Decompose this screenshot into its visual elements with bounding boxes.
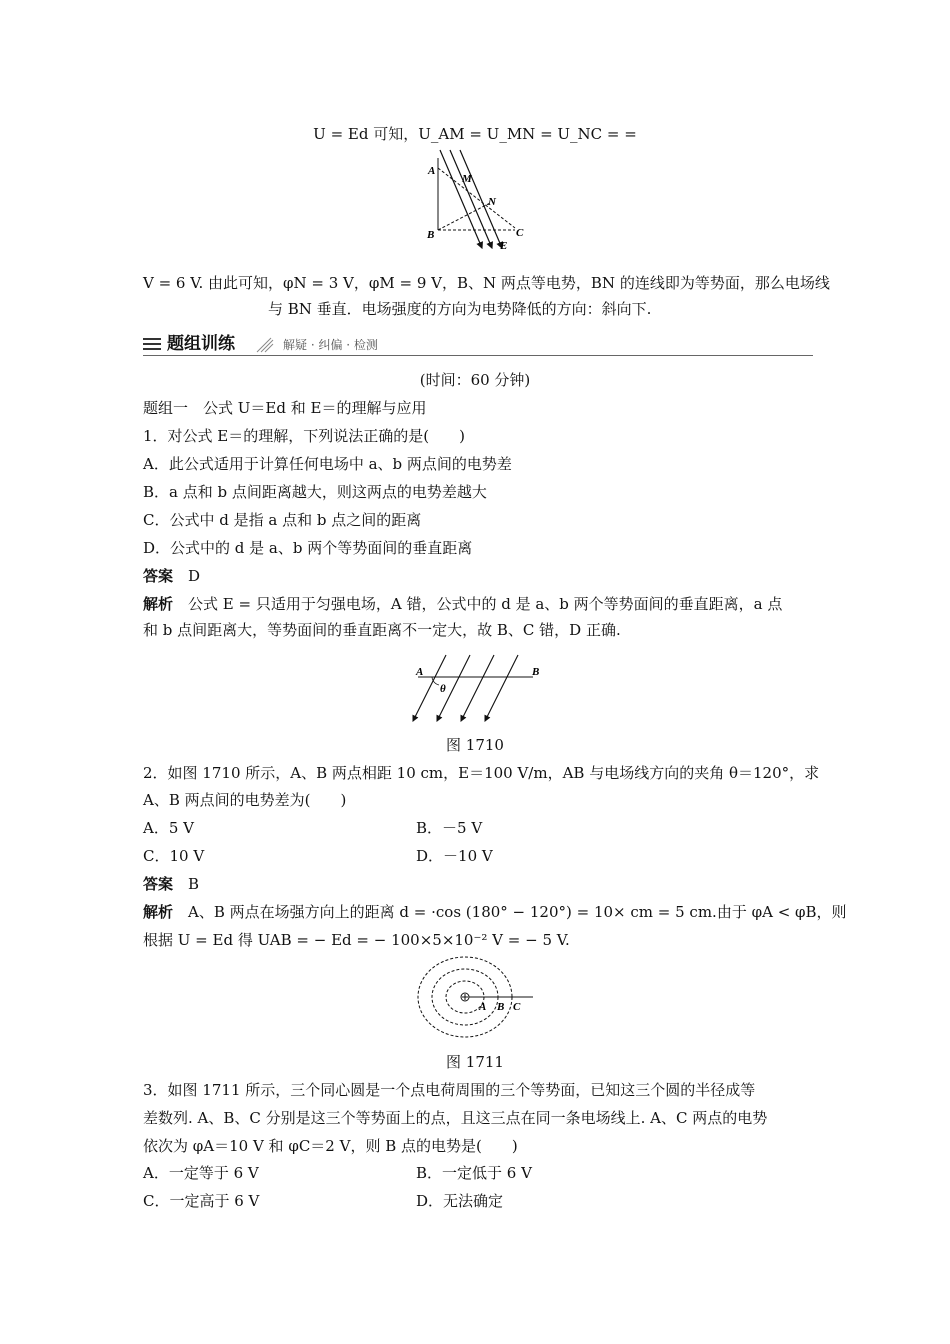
label-theta-1710: θ [440, 683, 446, 695]
q2-analysis-label: 解析 [143, 903, 174, 921]
q2-analysis-line-1 [143, 902, 847, 922]
q1-analysis-text-1: 公式 E = 只适用于匀强电场，A 错，公式中的 d 是 a、b 两个等势面间的垂直距离，a 点 [188, 595, 783, 613]
label-b-1710: B [532, 666, 540, 678]
q1-analysis-line-2: 和 b 点间距离大，等势面间的垂直距离不一定大，故 B、C 错，D 正确. [143, 621, 621, 639]
result-line-2: 与 BN 垂直．电场强度的方向为电势降低的方向：斜向下. [268, 300, 652, 318]
q2-stem-2: A、B 两点间的电势差为( ) [143, 791, 347, 809]
q2-analysis-line-2: 根据 U = Ed 得 UAB = − Ed = − 100×5×10⁻² V = − 5 V. [143, 931, 570, 949]
q3-option-c: C．一定高于 6 V [143, 1192, 260, 1210]
section-stripes-icon [143, 335, 163, 353]
q1-option-b: B．a 点和 b 点间距离越大，则这两点的电势差越大 [143, 483, 487, 501]
figure-field-lines-top [420, 148, 530, 253]
section-subtitle: 解疑 · 纠偏 · 检测 [283, 338, 378, 352]
q3-option-b: B．一定低于 6 V [416, 1164, 532, 1182]
q2-analysis-text-1: A、B 两点在场强方向上的距离 d = ·cos (180° − 120°) = 10× cm = 5 cm.由于 φA < φB，则 [188, 903, 847, 921]
q2-option-b: B．－5 V [416, 819, 483, 837]
label-e-top: E [500, 240, 508, 252]
q1-stem: 1．对公式 E＝的理解，下列说法正确的是( ) [143, 427, 465, 445]
q2-option-c: C．10 V [143, 847, 205, 865]
q2-stem-1: 2．如图 1710 所示，A、B 两点相距 10 cm，E＝100 V/m，AB 与电场线方向的夹角 θ＝120°，求 [143, 764, 820, 782]
label-n-top: N [488, 196, 496, 208]
q1-analysis-label: 解析 [143, 595, 174, 613]
label-a-1711: A [479, 1001, 487, 1013]
q2-option-a: A．5 V [143, 819, 194, 837]
q3-stem-3: 依次为 φA＝10 V 和 φC＝2 V，则 B 点的电势是( ) [143, 1137, 518, 1155]
q1-option-d: D．公式中的 d 是 a、b 两个等势面间的垂直距离 [143, 539, 473, 557]
figure-1710-caption: 图 1710 [446, 736, 504, 754]
section-title: 题组训练 [167, 334, 235, 354]
result-line-1: V = 6 V. 由此可知，φN = 3 V，φM = 9 V，B、N 两点等电势，BN 的连线即为等势面，那么电场线 [143, 274, 830, 292]
q2-option-d: D．－10 V [416, 847, 493, 865]
q1-answer-label: 答案 [143, 567, 174, 585]
formula-line: U = Ed 可知，U_AM = U_MN = U_NC = = [313, 125, 637, 143]
figure-1711 [415, 955, 540, 1040]
group1-title: 题组一 公式 U＝Ed 和 E＝的理解与应用 [143, 399, 427, 417]
q1-option-c: C．公式中 d 是指 a 点和 b 点之间的距离 [143, 511, 422, 529]
label-a-top: A [428, 165, 436, 177]
label-c-top: C [516, 227, 524, 239]
label-b-top: B [427, 229, 435, 241]
q2-answer-value: B [188, 875, 200, 893]
section-rule [143, 355, 813, 356]
q2-answer-label: 答案 [143, 875, 174, 893]
section-divider-icon [255, 337, 275, 353]
q3-option-a: A．一定等于 6 V [143, 1164, 259, 1182]
figure-1710 [408, 655, 548, 725]
q1-answer [143, 566, 200, 586]
figure-1711-caption: 图 1711 [446, 1053, 504, 1071]
section-header [143, 333, 813, 357]
label-a-1710: A [416, 666, 424, 678]
q2-answer [143, 874, 199, 894]
label-m-top: M [462, 173, 472, 185]
label-c-1711: C [513, 1001, 521, 1013]
q3-stem-2: 差数列. A、B、C 分别是这三个等势面上的点，且这三点在同一条电场线上. A、C 两点的电势 [143, 1109, 768, 1127]
q3-stem-1: 3．如图 1711 所示，三个同心圆是一个点电荷周围的三个等势面，已知这三个圆的半径成等 [143, 1081, 756, 1099]
q1-analysis-line-1 [143, 594, 782, 614]
q1-answer-value: D [188, 567, 201, 585]
q1-option-a: A．此公式适用于计算任何电场中 a、b 两点间的电势差 [143, 455, 512, 473]
time-note: (时间：60 分钟) [419, 371, 531, 389]
label-b-1711: B [497, 1001, 505, 1013]
q3-option-d: D．无法确定 [416, 1192, 504, 1210]
